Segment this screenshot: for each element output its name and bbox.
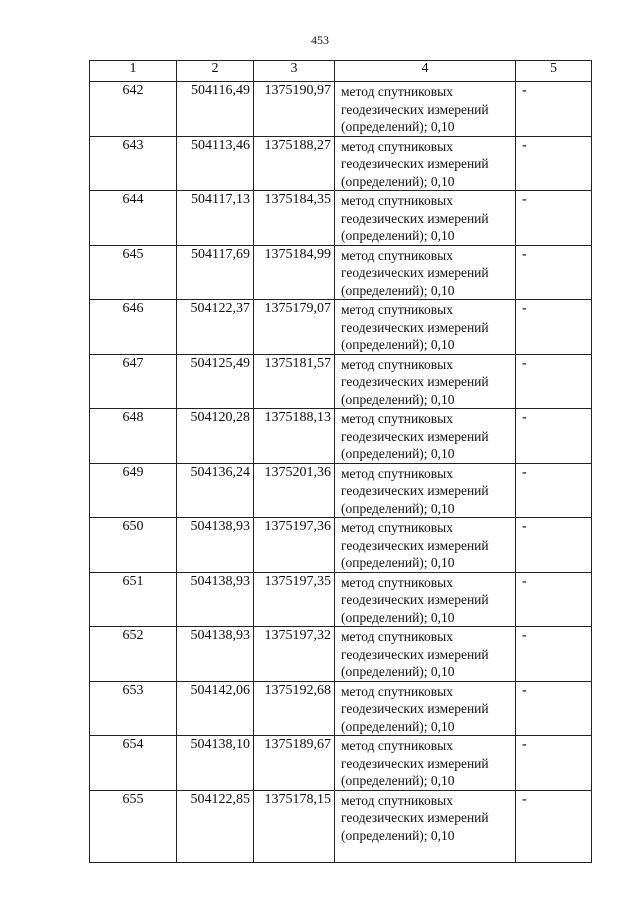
y-coordinate-cell: 1375201,36 (254, 463, 335, 518)
column-header-1: 1 (90, 61, 177, 82)
table-row (90, 245, 592, 300)
method-cell: метод спутниковых геодезических измерений (определений); 0,10 (335, 736, 516, 791)
note-cell: - (516, 463, 592, 518)
method-cell: метод спутниковых геодезических измерений (определений); 0,10 (335, 191, 516, 246)
table-header-row (90, 61, 592, 82)
note-cell: - (516, 245, 592, 300)
table-row (90, 191, 592, 246)
point-number-cell: 643 (90, 136, 177, 191)
x-coordinate-cell: 504138,93 (177, 627, 254, 682)
column-header-4: 4 (335, 61, 516, 82)
y-coordinate-cell: 1375188,13 (254, 409, 335, 464)
method-cell: метод спутниковых геодезических измерений (определений); 0,10 (335, 354, 516, 409)
table-row (90, 136, 592, 191)
y-coordinate-cell: 1375184,99 (254, 245, 335, 300)
page-number: 453 (311, 33, 329, 47)
table-row (90, 736, 592, 791)
x-coordinate-cell: 504122,85 (177, 790, 254, 862)
method-cell: метод спутниковых геодезических измерений (определений); 0,10 (335, 572, 516, 627)
x-coordinate-cell: 504136,24 (177, 463, 254, 518)
note-cell: - (516, 409, 592, 464)
note-cell: - (516, 82, 592, 137)
method-cell: метод спутниковых геодезических измерений (определений); 0,10 (335, 681, 516, 736)
column-header-5: 5 (516, 61, 592, 82)
note-cell: - (516, 191, 592, 246)
note-cell: - (516, 681, 592, 736)
table-row (90, 518, 592, 573)
point-number-cell: 654 (90, 736, 177, 791)
point-number-cell: 650 (90, 518, 177, 573)
x-coordinate-cell: 504117,13 (177, 191, 254, 246)
table-row (90, 463, 592, 518)
method-cell: метод спутниковых геодезических измерений (определений); 0,10 (335, 82, 516, 137)
table-row (90, 627, 592, 682)
table-row (90, 354, 592, 409)
point-number-cell: 648 (90, 409, 177, 464)
x-coordinate-cell: 504138,93 (177, 572, 254, 627)
point-number-cell: 653 (90, 681, 177, 736)
method-cell: метод спутниковых геодезических измерений (определений); 0,10 (335, 518, 516, 573)
y-coordinate-cell: 1375178,15 (254, 790, 335, 862)
table-row (90, 300, 592, 355)
method-cell: метод спутниковых геодезических измерений (определений); 0,10 (335, 409, 516, 464)
table-row (90, 790, 592, 862)
table-row (90, 681, 592, 736)
y-coordinate-cell: 1375190,97 (254, 82, 335, 137)
point-number-cell: 646 (90, 300, 177, 355)
point-number-cell: 644 (90, 191, 177, 246)
x-coordinate-cell: 504117,69 (177, 245, 254, 300)
x-coordinate-cell: 504138,93 (177, 518, 254, 573)
point-number-cell: 642 (90, 82, 177, 137)
method-cell: метод спутниковых геодезических измерений (определений); 0,10 (335, 463, 516, 518)
point-number-cell: 647 (90, 354, 177, 409)
y-coordinate-cell: 1375197,32 (254, 627, 335, 682)
method-cell: метод спутниковых геодезических измерений (определений); 0,10 (335, 790, 516, 862)
y-coordinate-cell: 1375188,27 (254, 136, 335, 191)
x-coordinate-cell: 504120,28 (177, 409, 254, 464)
coordinates-table (89, 60, 592, 863)
y-coordinate-cell: 1375181,57 (254, 354, 335, 409)
note-cell: - (516, 572, 592, 627)
y-coordinate-cell: 1375192,68 (254, 681, 335, 736)
y-coordinate-cell: 1375197,36 (254, 518, 335, 573)
x-coordinate-cell: 504116,49 (177, 82, 254, 137)
method-cell: метод спутниковых геодезических измерений (определений); 0,10 (335, 136, 516, 191)
y-coordinate-cell: 1375189,67 (254, 736, 335, 791)
y-coordinate-cell: 1375197,35 (254, 572, 335, 627)
point-number-cell: 645 (90, 245, 177, 300)
note-cell: - (516, 136, 592, 191)
y-coordinate-cell: 1375179,07 (254, 300, 335, 355)
point-number-cell: 649 (90, 463, 177, 518)
note-cell: - (516, 790, 592, 862)
note-cell: - (516, 300, 592, 355)
x-coordinate-cell: 504142,06 (177, 681, 254, 736)
method-cell: метод спутниковых геодезических измерений (определений); 0,10 (335, 300, 516, 355)
x-coordinate-cell: 504125,49 (177, 354, 254, 409)
point-number-cell: 651 (90, 572, 177, 627)
note-cell: - (516, 627, 592, 682)
table-row (90, 572, 592, 627)
point-number-cell: 652 (90, 627, 177, 682)
method-cell: метод спутниковых геодезических измерений (определений); 0,10 (335, 627, 516, 682)
column-header-2: 2 (177, 61, 254, 82)
point-number-cell: 655 (90, 790, 177, 862)
table-row (90, 82, 592, 137)
note-cell: - (516, 518, 592, 573)
y-coordinate-cell: 1375184,35 (254, 191, 335, 246)
x-coordinate-cell: 504138,10 (177, 736, 254, 791)
x-coordinate-cell: 504122,37 (177, 300, 254, 355)
x-coordinate-cell: 504113,46 (177, 136, 254, 191)
method-cell: метод спутниковых геодезических измерений (определений); 0,10 (335, 245, 516, 300)
note-cell: - (516, 736, 592, 791)
table-row (90, 409, 592, 464)
column-header-3: 3 (254, 61, 335, 82)
note-cell: - (516, 354, 592, 409)
